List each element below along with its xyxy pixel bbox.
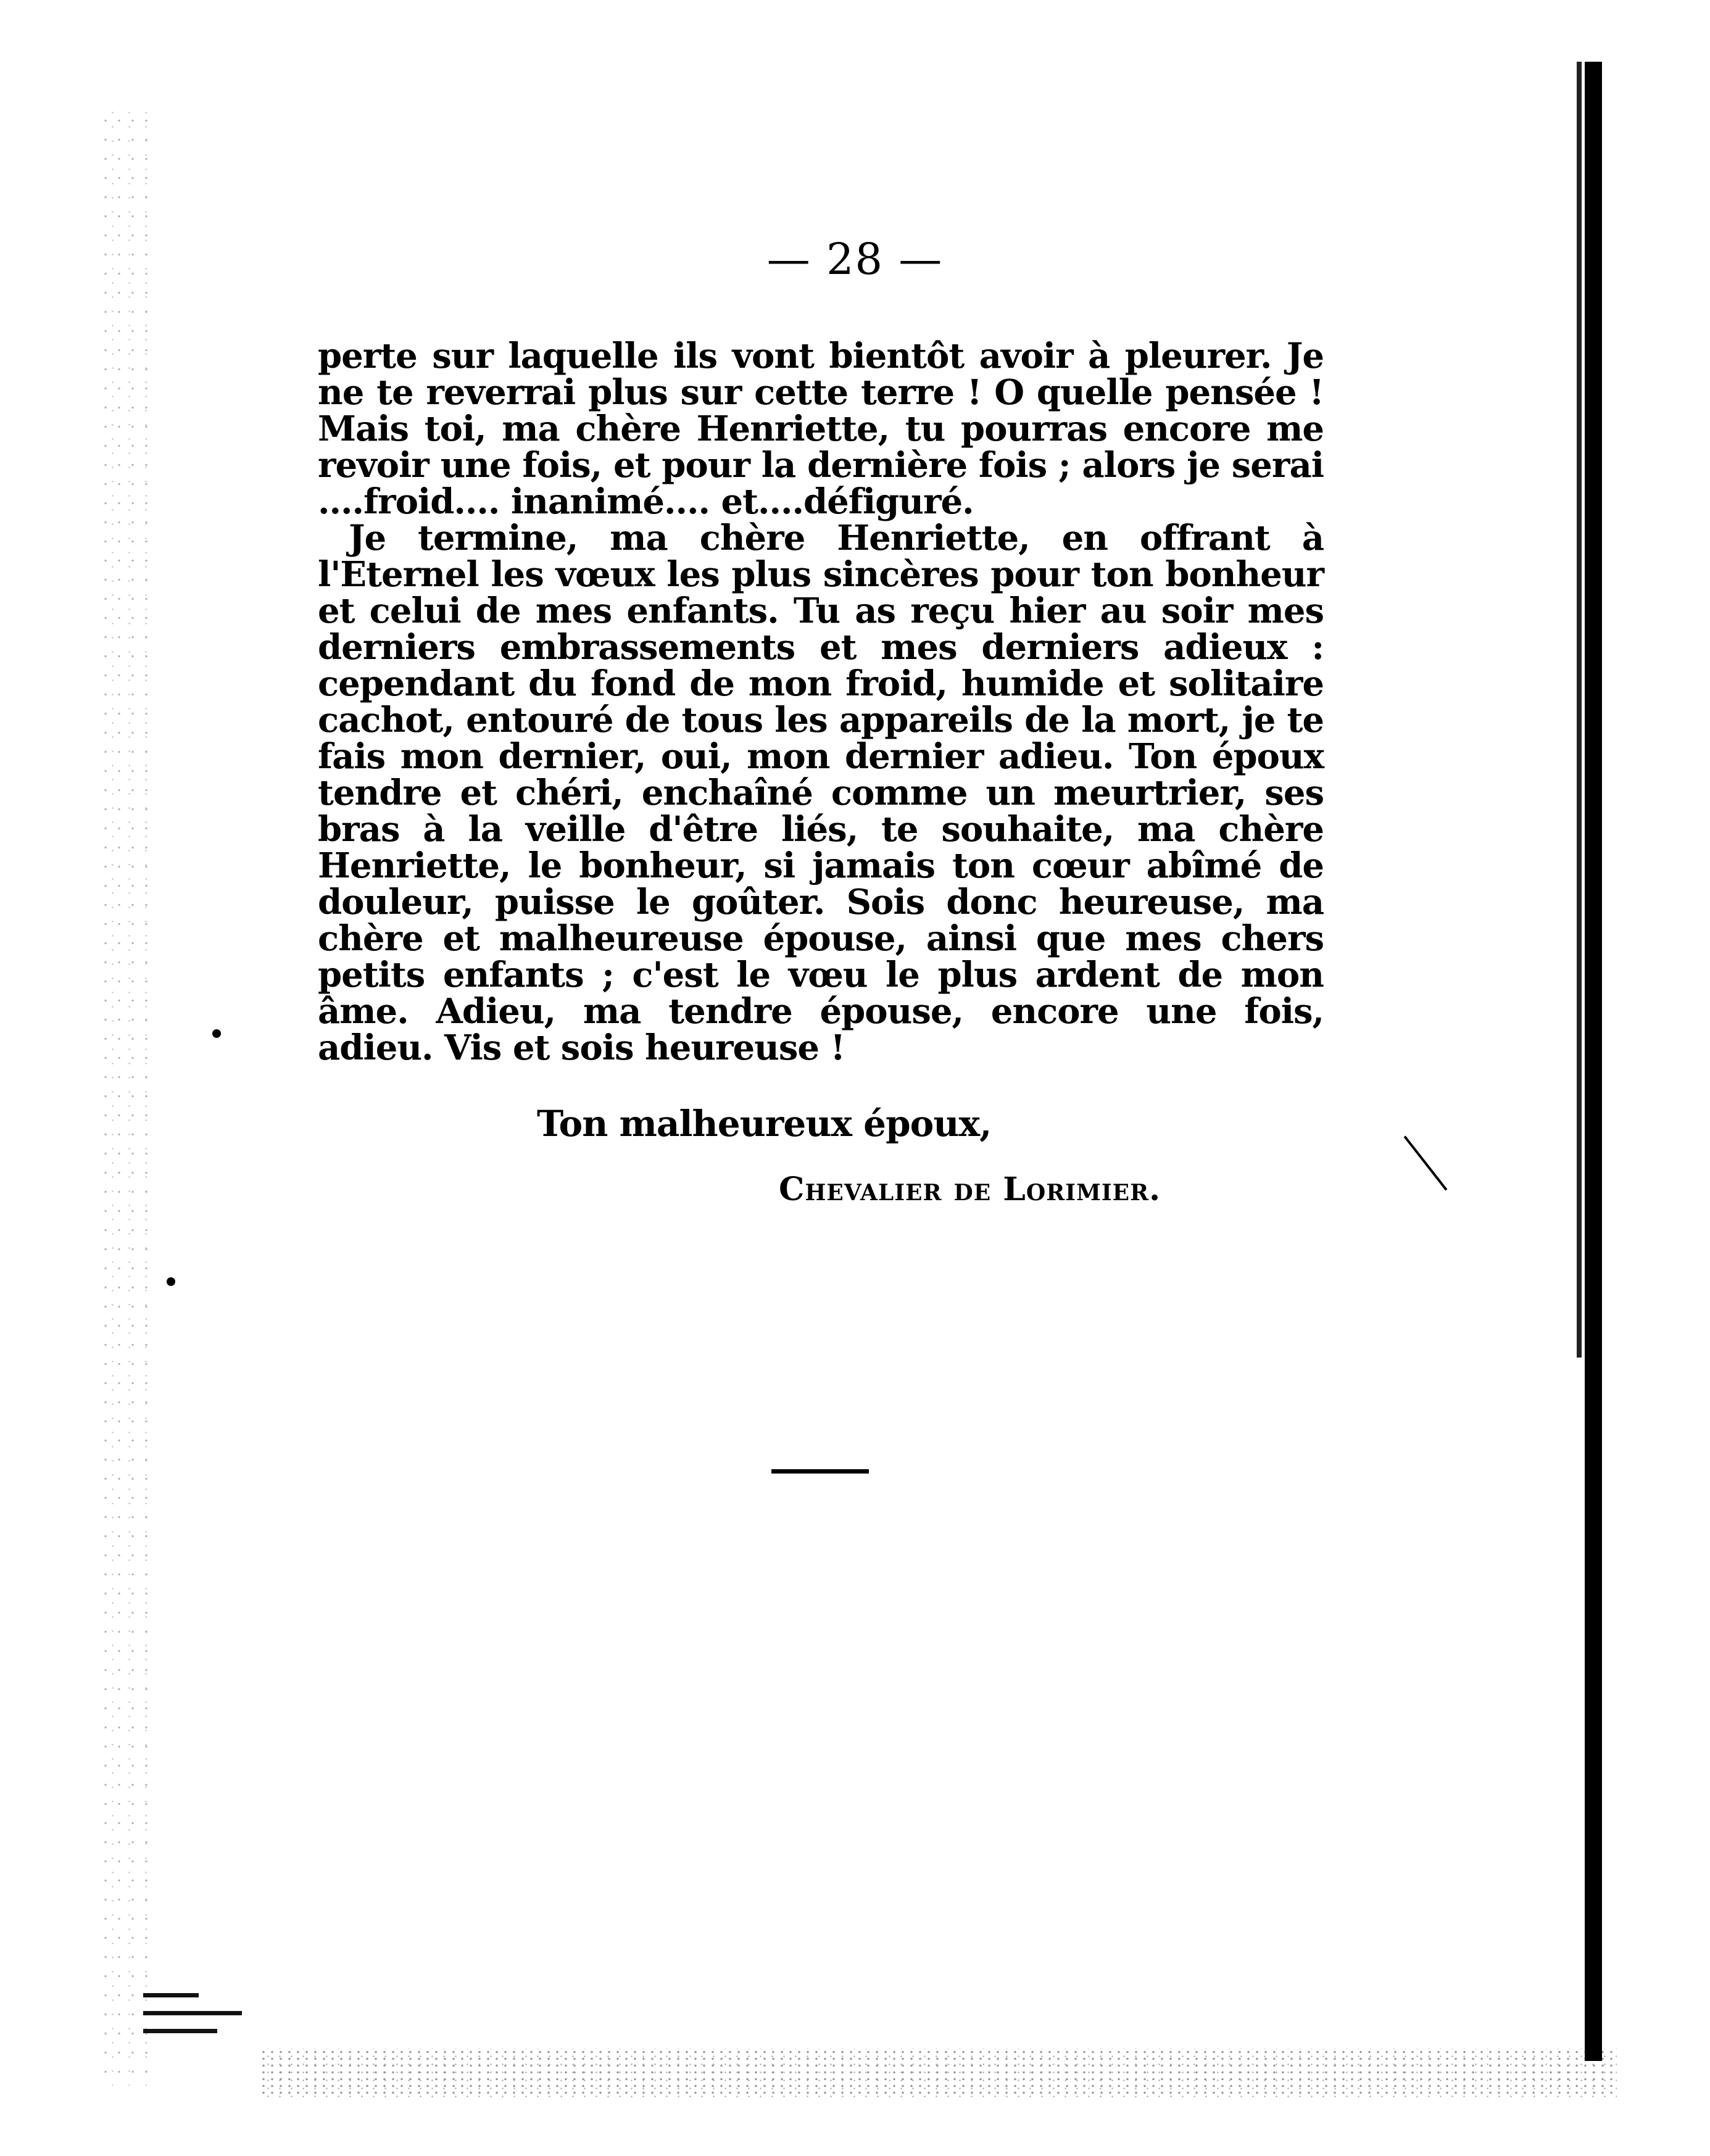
scan-noise-left [99,111,154,2086]
stray-dot [167,1277,175,1286]
stray-stroke [1404,1135,1448,1190]
letter-signature: Chevalier de Lorimier. [779,1171,1161,1208]
page-number: — 28 — [766,234,944,284]
left-edge-marks [143,1993,242,2049]
scan-noise-bottom [259,2049,1617,2098]
stray-dot [212,1029,221,1038]
end-rule [771,1469,869,1474]
body-text [318,338,1324,1066]
paragraph: perte sur laquelle ils vont bientôt avoir à pleurer. Je ne te reverrai plus sur cette terre ! O quelle pensée ! Mais toi, ma chère Henriette, tu pourras encore me revoir une fois, et pour la dernière fois ; alors je serai ....froid.... inanimé.... et....défiguré. [318,336,1324,522]
letter-closing: Ton malheureux époux, [537,1103,992,1145]
binding-edge [1585,62,1602,2061]
paragraph: Je termine, ma chère Henriette, en offrant à l'Eternel les vœux les plus sincères pour ton bonheur et celui de mes enfants. Tu as reçu hier au soir mes derniers embrassements et mes derniers adieux : cependant du fond de mon froid, humide et solitaire cachot, entouré de tous les appareils de la mort, je te fais mon dernier, oui, mon dernier adieu. Ton époux tendre et chéri, enchaîné comme un meurtrier, ses bras à la veille d'être liés, te souhaite, ma chère Henriette, le bonheur, si jamais ton cœur abîmé de douleur, puisse le goûter. Sois donc heureuse, ma chère et malheureuse épouse, ainsi que mes chers petits enfants ; c'est le vœu le plus ardent de mon âme. Adieu, ma tendre épouse, encore une fois, adieu. Vis et sois heureuse ! [318,518,1324,1068]
